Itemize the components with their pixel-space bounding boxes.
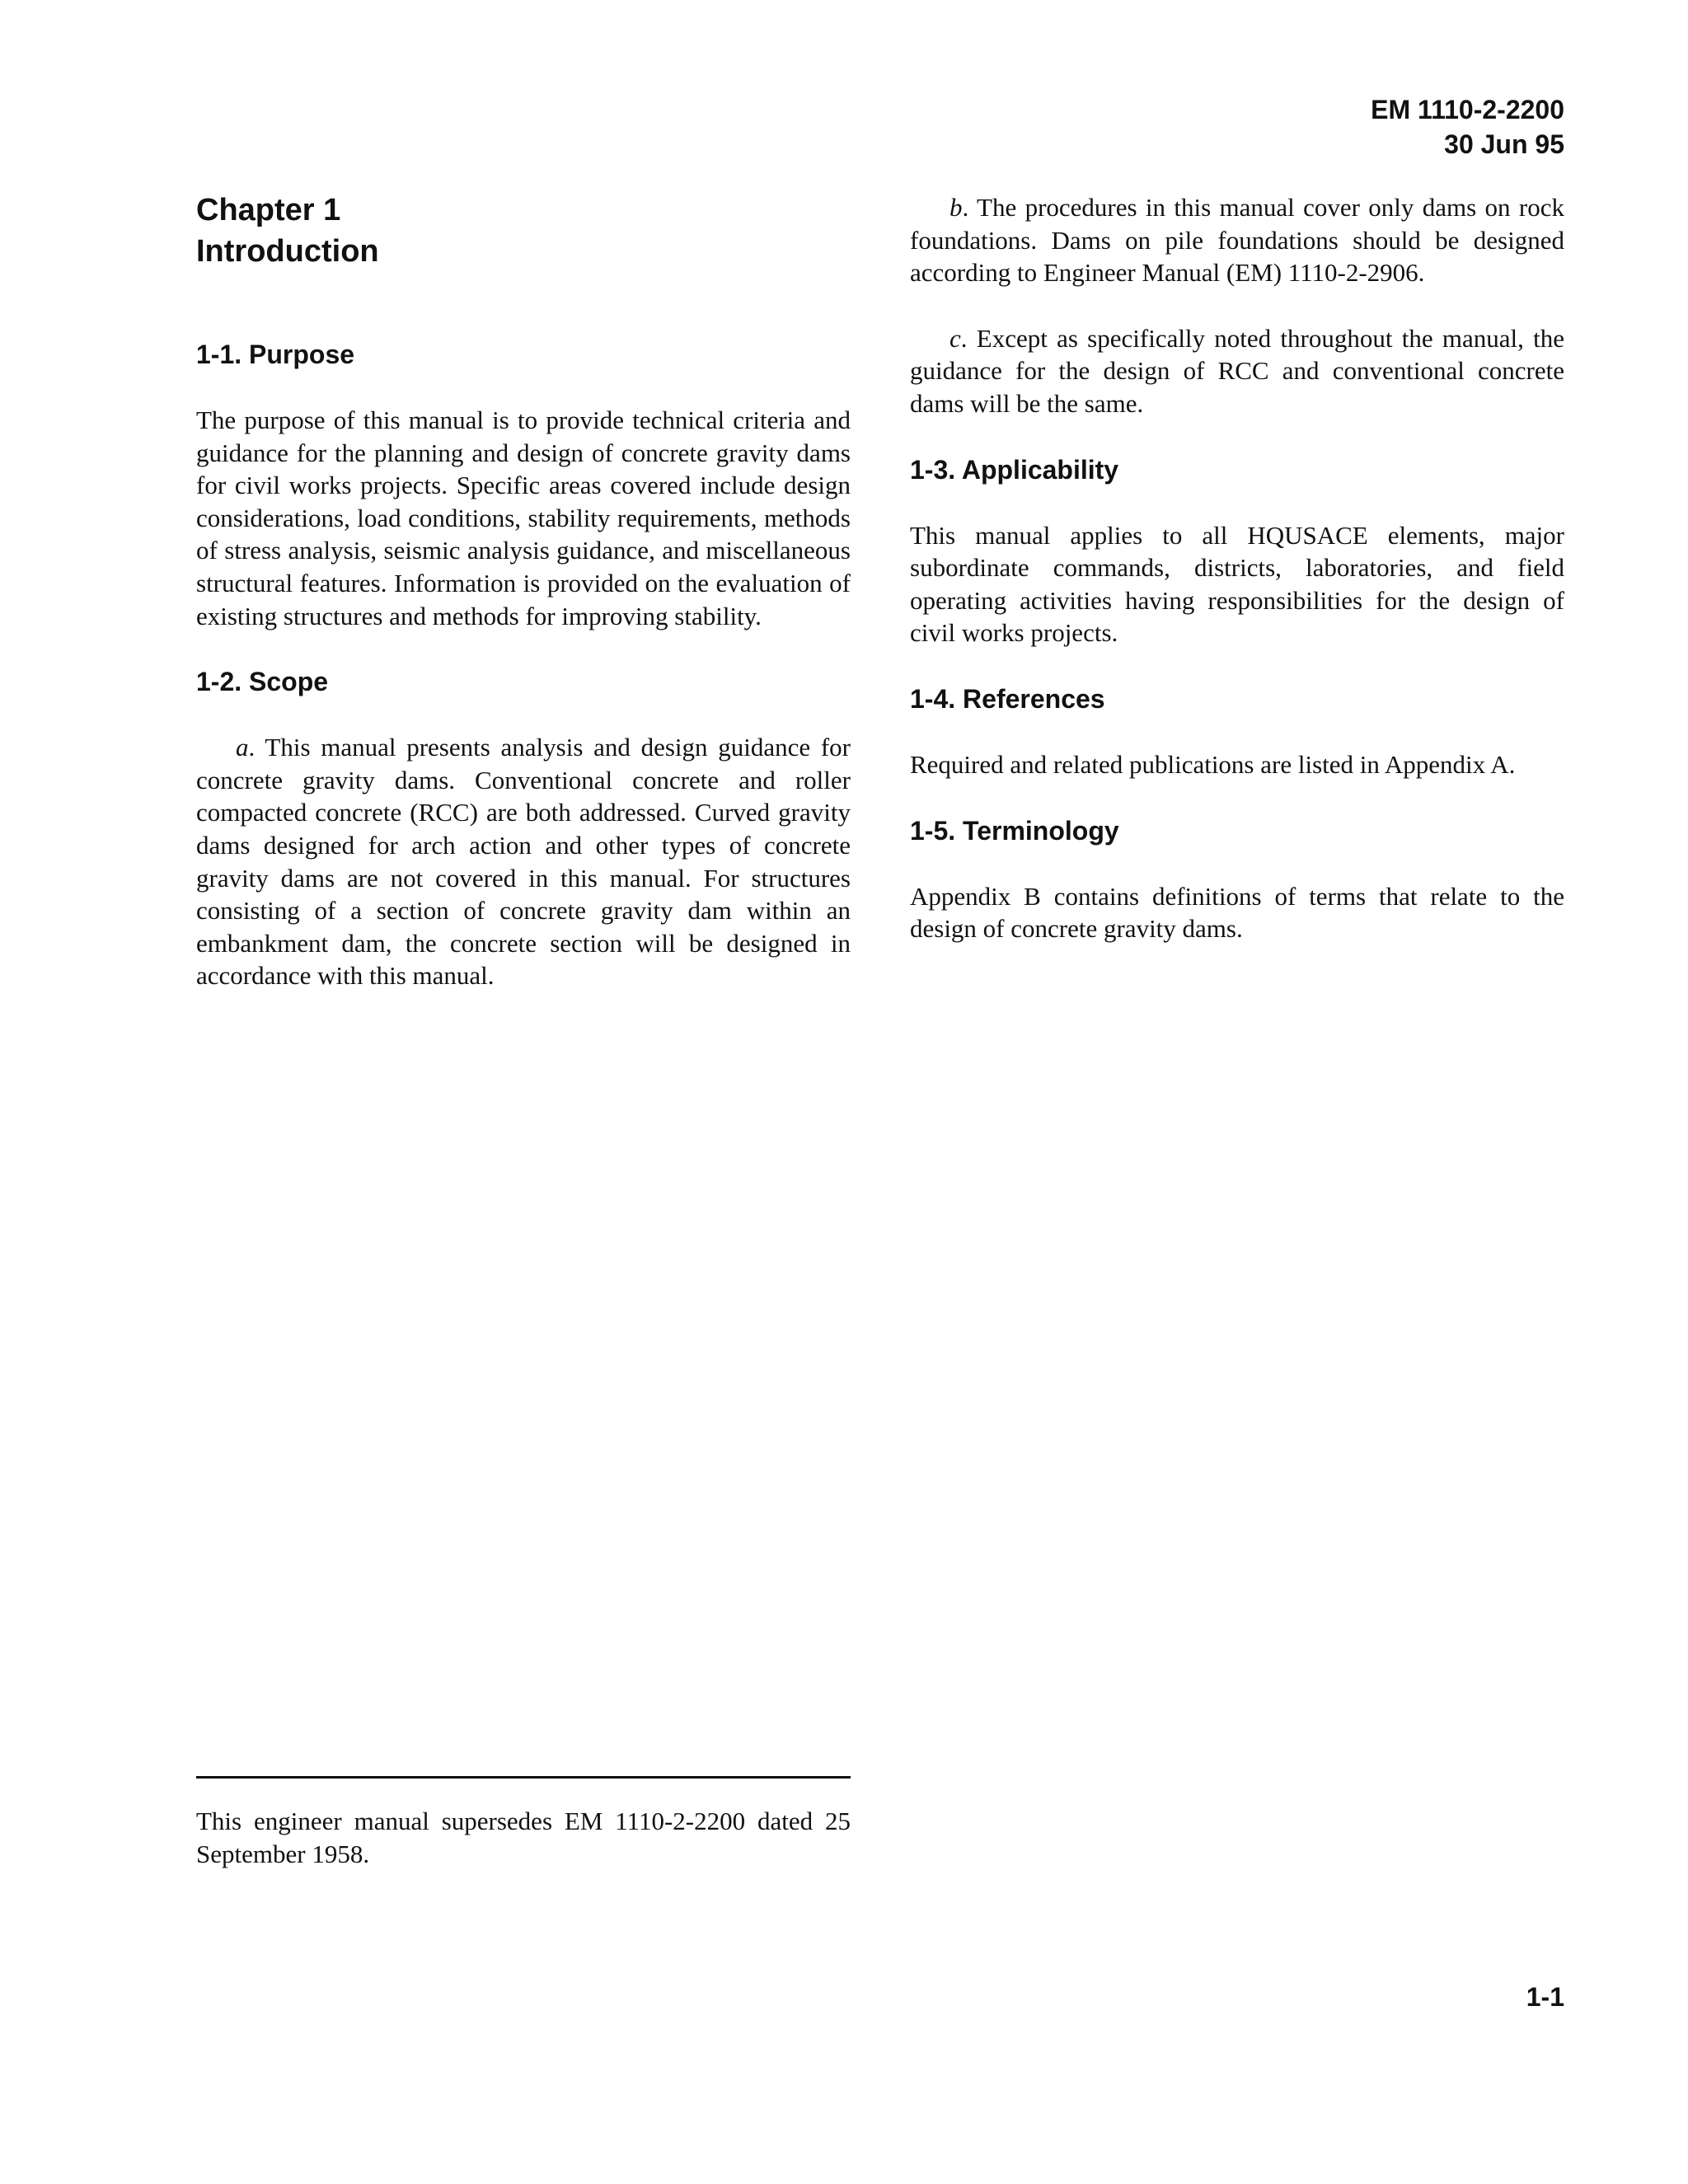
section-purpose-text: The purpose of this manual is to provide technical criteria and guidance for the planning and design of concrete gravity dams for civil works projects. Specific areas covered include design considerations, load conditions, stability requirements, methods of stress analysis, seismic analysis guidance, and miscellaneous structural features. Information is provided on the evaluation of existing structures and methods for improving stability. bbox=[196, 405, 851, 630]
chapter-title: Introduction bbox=[196, 234, 379, 269]
footnote-divider bbox=[196, 1776, 851, 1779]
document-number: EM 1110-2-2200 bbox=[1371, 95, 1564, 124]
scope-paragraph-c bbox=[910, 322, 1564, 420]
section-terminology-text: Appendix B contains definitions of terms that relate to the design of concrete gravity dams. bbox=[910, 881, 1564, 944]
section-applicability-title: 1-3. Applicability bbox=[910, 454, 1119, 485]
section-purpose-title: 1-1. Purpose bbox=[196, 340, 355, 369]
page-number: 1-1 bbox=[1526, 1982, 1564, 2012]
scope-paragraph-a-text: . This manual presents analysis and design guidance for concrete gravity dams. Conventional concrete and roller compacted concrete (RCC) are both addressed. Curved gravity dams designed for arch action and other types of concrete gravity dams are not covered in this manual. For structures consisting of a section of concrete gravity dam within an embankment dam, the concrete section will be designed in accordance with this manual. bbox=[196, 733, 851, 991]
scope-paragraph-b-label: b bbox=[950, 193, 963, 222]
scope-paragraph-a bbox=[196, 731, 851, 992]
chapter-number: Chapter 1 bbox=[196, 193, 341, 227]
footnote: This engineer manual supersedes EM 1110-2-2200 dated 25 September 1958. bbox=[196, 1807, 851, 1868]
scope-paragraph-b bbox=[910, 191, 1564, 289]
section-terminology-title: 1-5. Terminology bbox=[910, 815, 1119, 846]
section-references-title: 1-4. References bbox=[910, 683, 1105, 714]
section-applicability-text: This manual applies to all HQUSACE elements, major subordinate commands, districts, laboratories, and field operating activities having responsibilities for the design of civil works projects. bbox=[910, 520, 1564, 648]
scope-paragraph-c-label: c bbox=[950, 323, 961, 353]
scope-paragraph-c-text: . Except as specifically noted throughout the manual, the guidance for the design of RCC and conventional concrete dams will be the same. bbox=[910, 323, 1564, 418]
page-header bbox=[1371, 92, 1564, 162]
scope-paragraph-b-text: . The procedures in this manual cover only dams on rock foundations. Dams on pile foundations should be designed according to Engineer Manual (EM) 1110-2-2906. bbox=[910, 193, 1564, 288]
document-date: 30 Jun 95 bbox=[1444, 129, 1564, 159]
left-column bbox=[196, 188, 851, 992]
section-references-text: Required and related publications are listed in Appendix A. bbox=[910, 749, 1516, 779]
section-scope-title: 1-2. Scope bbox=[196, 667, 329, 697]
scope-paragraph-a-label: a bbox=[236, 733, 249, 762]
right-column bbox=[910, 188, 1564, 945]
